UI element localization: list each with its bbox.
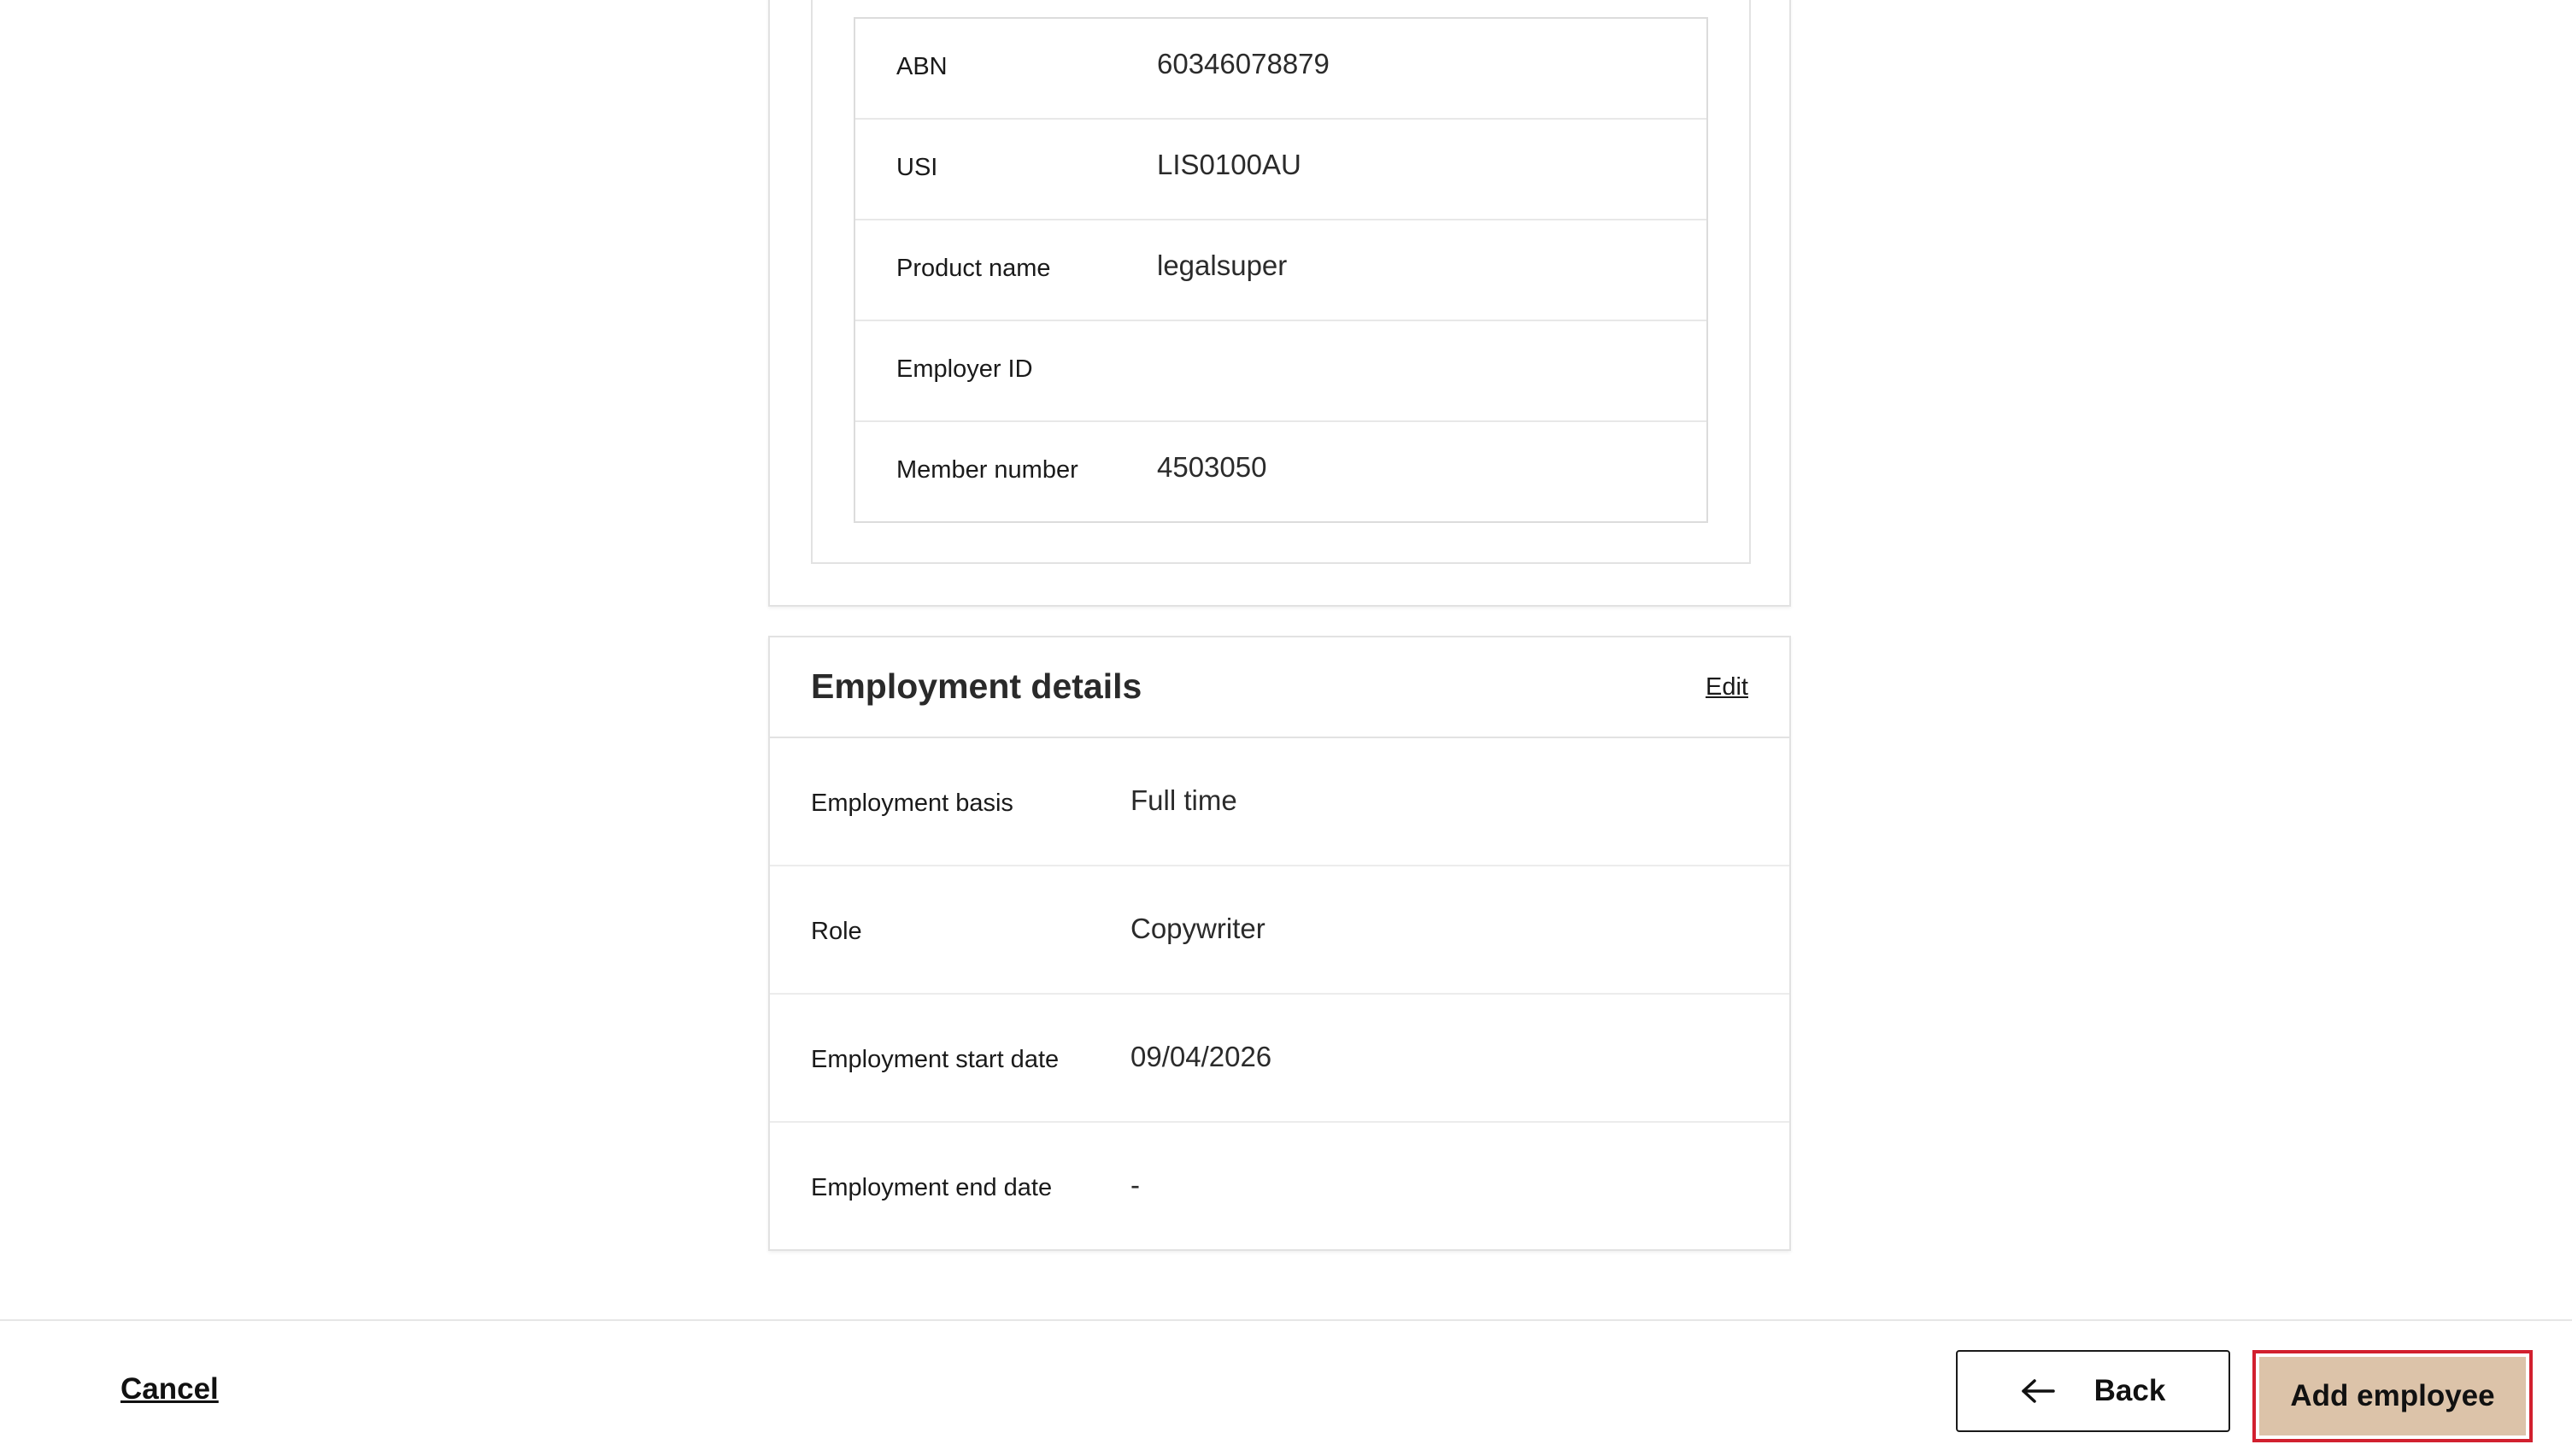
fund-label-employer-id: Employer ID bbox=[896, 355, 1033, 383]
add-employee-button-label: Add employee bbox=[2290, 1379, 2495, 1412]
emp-value-basis: Full time bbox=[1130, 784, 1237, 816]
emp-value-end-date: - bbox=[1130, 1169, 1140, 1201]
emp-label-start-date: Employment start date bbox=[811, 1046, 1060, 1073]
fund-label-abn: ABN bbox=[896, 53, 948, 80]
emp-row-role bbox=[770, 866, 1789, 995]
emp-row-basis bbox=[770, 738, 1789, 866]
emp-row-end-date bbox=[770, 1123, 1789, 1251]
fund-value-member-number: 4503050 bbox=[1157, 451, 1267, 483]
fund-row-usi bbox=[855, 120, 1706, 220]
fund-row-employer-id bbox=[855, 321, 1706, 422]
fund-label-usi: USI bbox=[896, 154, 938, 181]
super-fund-table bbox=[854, 17, 1708, 523]
emp-label-basis: Employment basis bbox=[811, 790, 1013, 817]
fund-value-product-name: legalsuper bbox=[1157, 250, 1288, 281]
footer-action-bar bbox=[0, 1319, 2572, 1456]
fund-label-member-number: Member number bbox=[896, 456, 1078, 484]
fund-label-product-name: Product name bbox=[896, 255, 1051, 282]
emp-row-start-date bbox=[770, 995, 1789, 1123]
emp-label-end-date: Employment end date bbox=[811, 1174, 1053, 1201]
fund-value-abn: 60346078879 bbox=[1157, 48, 1330, 79]
emp-value-role: Copywriter bbox=[1130, 913, 1265, 944]
employment-details-title: Employment details bbox=[811, 666, 1142, 706]
emp-value-start-date: 09/04/2026 bbox=[1130, 1041, 1272, 1072]
fund-row-abn bbox=[855, 19, 1706, 120]
back-button-label: Back bbox=[2093, 1374, 2166, 1407]
emp-label-role: Role bbox=[811, 918, 862, 945]
cancel-link[interactable]: Cancel bbox=[120, 1372, 219, 1406]
fund-value-usi: LIS0100AU bbox=[1157, 149, 1301, 180]
employment-details-header bbox=[770, 637, 1789, 738]
super-fund-card bbox=[768, 0, 1791, 607]
employment-details-card bbox=[768, 636, 1791, 1251]
fund-row-member-number bbox=[855, 422, 1706, 521]
arrow-left-icon bbox=[2021, 1378, 2055, 1404]
add-employee-button[interactable] bbox=[2252, 1350, 2533, 1442]
add-employee-button-fill bbox=[2259, 1357, 2526, 1435]
employment-edit-link[interactable]: Edit bbox=[1706, 673, 1748, 701]
fund-row-product-name bbox=[855, 220, 1706, 321]
super-fund-section bbox=[811, 0, 1751, 564]
back-button[interactable] bbox=[1956, 1350, 2230, 1432]
